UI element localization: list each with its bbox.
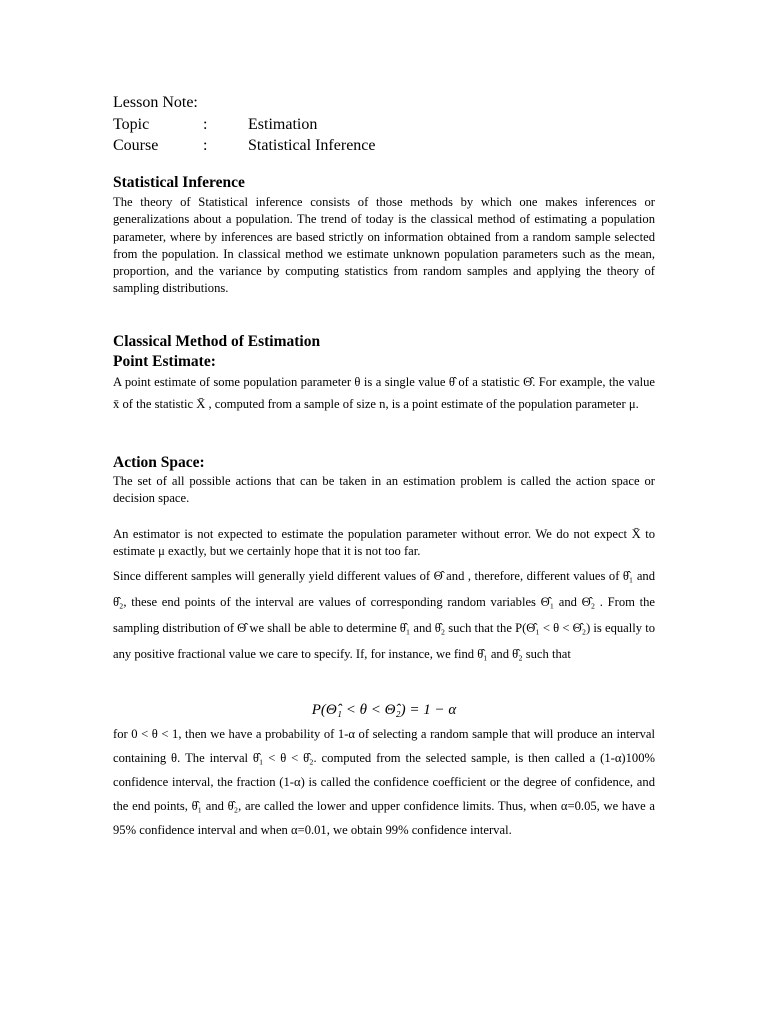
action-space-paragraph: The set of all possible actions that can be taken in an estimation problem is called the action space or decision space.: [113, 474, 655, 506]
point-estimate-heading: Point Estimate:: [113, 353, 216, 370]
topic-row: [113, 114, 376, 136]
point-estimate-paragraph: A point estimate of some population parameter θ is a single value θ̂ of a statistic Θ̂. For example, the value x̄ of the statistic X̄ , computed from a sample of size n, is a point estimate of the population parameter μ.: [113, 375, 655, 411]
lesson-header: [113, 92, 376, 157]
action-space-heading: Action Space:: [113, 454, 205, 471]
classical-method-heading: Classical Method of Estimation: [113, 333, 321, 350]
statistical-inference-paragraph: The theory of Statistical inference consists of those methods by which one makes inferences or generalizations about a population. The trend of today is the classical method of estimating a population parameter, where by inferences are based strictly on information obtained from a random sample selected from the population. In classical method we estimate unknown population parameters such as the mean, proportion, and the variance by computing statistics from random samples and applying the theory of sampling distributions.: [113, 195, 655, 296]
topic-value: Estimation: [248, 115, 318, 133]
probability-equation: P(Θ̂₁ < θ < Θ̂₂) = 1 − α: [311, 702, 457, 718]
estimator-paragraph: An estimator is not expected to estimate the population parameter without error. We do not expect X̄ to estimate μ exactly, but we certainly hope that it is not too far.: [113, 527, 655, 559]
lesson-note-label: Lesson Note:: [113, 94, 198, 111]
course-value: Statistical Inference: [248, 137, 376, 154]
topic-separator: :: [203, 115, 208, 133]
confidence-interval-paragraph: for 0 < θ < 1, then we have a probability of 1-α of selecting a random sample that will produce an interval containing θ. The interval θ̂₁ < θ < θ̂₂. computed from the selected sample, is then called a (1-α)100% confidence interval, the fraction (1-α) is called the confidence coefficient or the degree of confidence, and the end points, θ̂₁ and θ̂₂, are called the lower and upper confidence limits. Thus, when α=0.05, we have a 95% confidence interval and when α=0.01, we obtain 99% confidence interval.: [113, 727, 655, 837]
course-label: Course: [113, 137, 159, 154]
topic-label: Topic: [113, 115, 150, 133]
statistical-inference-heading: Statistical Inference: [113, 174, 245, 191]
course-row: [113, 135, 376, 157]
interval-endpoints-paragraph: Since different samples will generally yield different values of Θ̂ and , therefore, different values of θ̂₁ and θ̂₂, these end points of the interval are values of corresponding random variables Θ̂₁ and Θ̂₂ . From the sampling distribution of Θ̂ we shall be able to determine θ̂₁ and θ̂₂ such that the P(Θ̂₁ < θ < Θ̂₂) is equally to any positive fractional value we care to specify. If, for instance, we find θ̂₁ and θ̂₂ such that: [113, 569, 655, 661]
course-separator: :: [203, 137, 208, 154]
